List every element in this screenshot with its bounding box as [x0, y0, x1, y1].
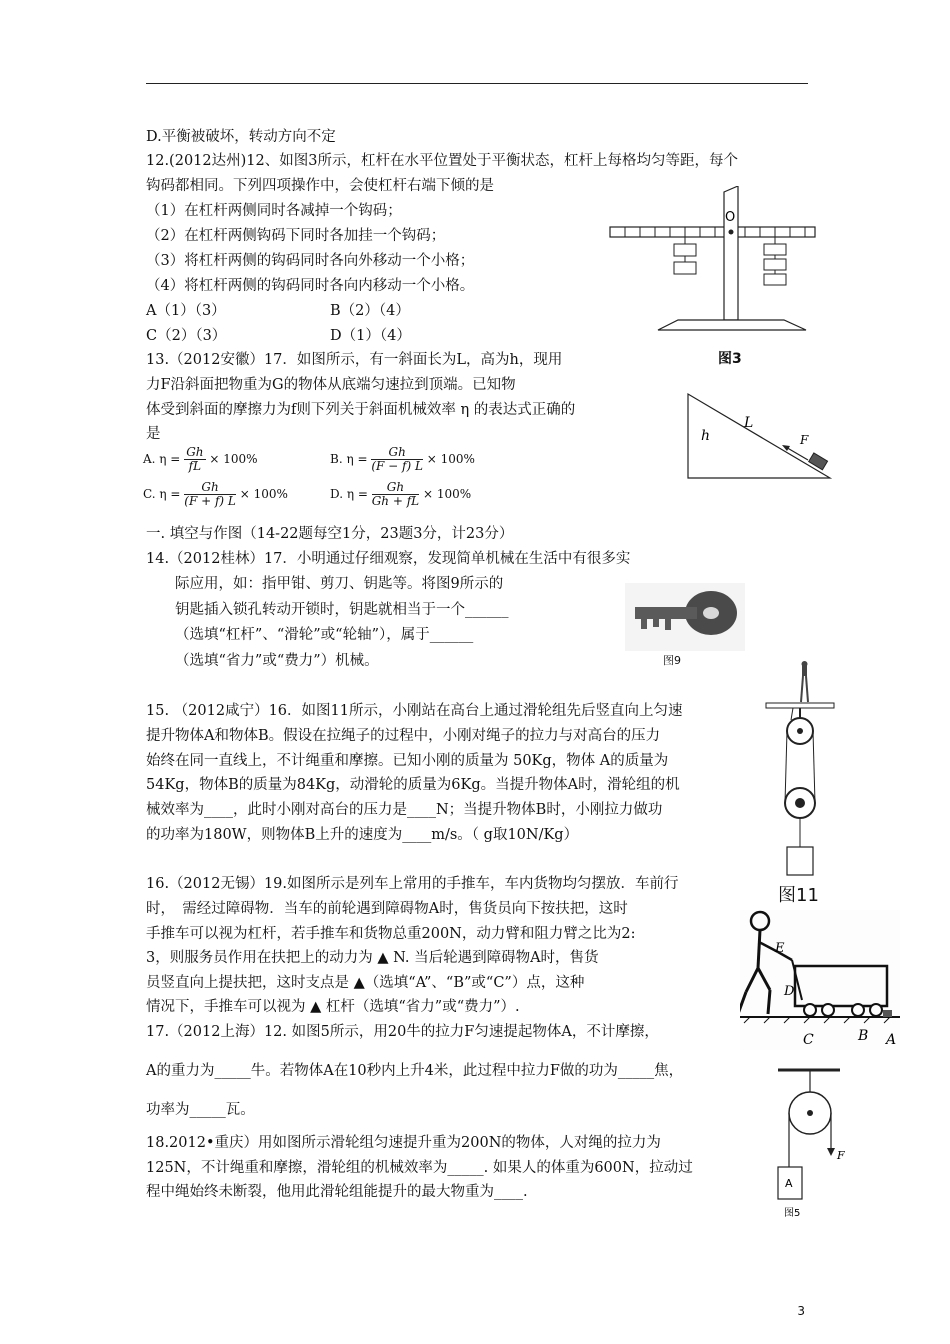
q13-stem-4: 是: [146, 426, 161, 442]
q15-line-6: 的功率为180W，则物体B上升的速度为____m/s。（ g取10N/Kg）: [146, 827, 579, 843]
q12-stem-1: 12.(2012达州)12、如图3所示，杠杆在水平位置处于平衡状态，杠杆上每格均匀等距，每个: [146, 153, 738, 169]
q13-stem-3: 体受到斜面的摩擦力为f则下列关于斜面机械效率 η 的表达式正确的: [146, 402, 576, 418]
formula-a-denominator: fL: [188, 459, 202, 473]
lever-figure: [606, 186, 821, 376]
q16-line-1: 16.（2012无锡）19.如图所示是列车上常用的手推车，车内货物均匀摆放．车前行: [146, 876, 679, 892]
q16-line-4: 3，则服务员作用在扶把上的动力为 ▲ N. 当后轮遇到障碍物A时，售货: [146, 950, 599, 966]
formula-d-numerator: Gh: [372, 481, 419, 495]
fig9-caption: 图9: [663, 654, 681, 667]
pulley-figure-11: [765, 660, 835, 880]
header-rule: [146, 83, 808, 84]
q12-choice-c: C（2）（3）: [146, 328, 227, 344]
q12-operation-3: （3）将杠杆两侧的钩码同时各向外移动一个小格；: [146, 253, 475, 269]
q12-operation-2: （2）在杠杆两侧钩码下同时各加挂一个钩码；: [146, 228, 446, 244]
cart-label-d: D: [784, 984, 795, 999]
q15-line-1: 15. （2012咸宁）16．如图11所示，小刚站在高台上通过滑轮组先后竖直向上匀速: [146, 703, 683, 719]
q13-stem-2: 力F沿斜面把物重为G的物体从底端匀速拉到顶端。已知物: [146, 377, 516, 393]
q16-line-6: 情况下，手推车可以视为 ▲ 杠杆（选填“省力”或“费力”）.: [146, 999, 520, 1015]
formula-c-denominator: (F + f) L: [184, 494, 236, 508]
q16-line-5: 员竖直向上提扶把，这时支点是 ▲（选填“A”、“B”或“C”）点，这种: [146, 975, 585, 991]
fig5-a-label: A: [785, 1177, 793, 1190]
q16-line-2: 时， 需经过障碍物．当车的前轮遇到障碍物A时，售货员向下按扶把，这时: [146, 901, 628, 917]
formula-b-suffix: × 100%: [426, 452, 475, 466]
cart-label-c: C: [803, 1032, 814, 1048]
incline-f-label: F: [800, 433, 809, 447]
q18-line-3: 程中绳始终未断裂，他用此滑轮组能提升的最大物重为____.: [146, 1184, 528, 1200]
q12-choice-a: A（1）（3）: [146, 303, 226, 319]
fig5-f-label: F: [837, 1149, 845, 1162]
q12-choice-b: B（2）（4）: [330, 303, 410, 319]
q12-choice-d: D（1）（4）: [330, 328, 411, 344]
formula-d: [330, 481, 471, 508]
q14-line-4: （选填“杠杆”、“滑轮”或“轮轴”），属于______: [175, 627, 474, 643]
formula-d-denominator: Gh + fL: [371, 494, 420, 508]
formula-d-fraction: [372, 481, 419, 508]
q15-line-2: 提升物体A和物体B。假设在拉绳子的过程中，小刚对绳子的拉力与对高台的压力: [146, 728, 661, 744]
incline-figure: [684, 390, 834, 482]
formula-a-prefix: A. η =: [143, 452, 181, 466]
formula-c-prefix: C. η =: [143, 487, 181, 501]
q15-line-3: 始终在同一直线上，不计绳重和摩擦。已知小刚的质量为 50Kg，物体 A的质量为: [146, 753, 669, 769]
q17-line-2: A的重力为_____牛。若物体A在10秒内上升4米，此过程中拉力F做的功为_____焦，: [146, 1063, 684, 1079]
q15-line-5: 械效率为____，此时小刚对高台的压力是____N；当提升物体B时，小刚拉力做功: [146, 802, 663, 818]
cart-label-a: A: [886, 1032, 897, 1048]
formula-c: [143, 481, 288, 508]
formula-d-prefix: D. η =: [330, 487, 368, 501]
cart-label-e: E: [775, 941, 785, 956]
incline-h-label: h: [701, 428, 711, 444]
key-figure: [625, 583, 745, 651]
fig11-caption: 图11: [778, 885, 819, 906]
q12-stem-2: 钩码都相同。下列四项操作中，会使杠杆右端下倾的是: [146, 178, 494, 194]
fig3-caption: 图3: [718, 351, 742, 367]
q18-line-1: 18.2012•重庆）用如图所示滑轮组匀速提升重为200N的物体，人对绳的拉力为: [146, 1135, 661, 1151]
formula-c-numerator: Gh: [184, 481, 236, 495]
q17-line-3: 功率为_____瓦。: [146, 1102, 255, 1118]
q17-line-1: 17.（2012上海）12. 如图5所示，用20牛的拉力F匀速提起物体A，不计摩擦，: [146, 1024, 659, 1040]
q18-line-2: 125N，不计绳重和摩擦，滑轮组的机械效率为_____. 如果人的体重为600N，拉动过: [146, 1160, 693, 1176]
cart-label-b: B: [858, 1028, 869, 1044]
q14-line-5: （选填“省力”或“费力”）机械。: [175, 653, 379, 669]
page-number: 3: [797, 1304, 805, 1318]
formula-c-suffix: × 100%: [239, 487, 288, 501]
q12-operation-4: （4）将杠杆两侧的钩码同时各向内移动一个小格。: [146, 278, 475, 294]
formula-a: [143, 446, 258, 473]
formula-d-suffix: × 100%: [422, 487, 472, 501]
formula-a-fraction: [184, 446, 205, 473]
q14-line-2: 际应用，如：指甲钳、剪刀、钥匙等。将图9所示的: [175, 576, 504, 592]
formula-a-suffix: × 100%: [209, 452, 258, 466]
formula-a-numerator: Gh: [186, 445, 204, 459]
formula-b-prefix: B. η =: [330, 452, 368, 466]
pulley-figure-5: [770, 1062, 845, 1222]
q12-operation-1: （1）在杠杆两侧同时各减掉一个钩码；: [146, 203, 402, 219]
q13-stem-1: 13.（2012安徽）17．如图所示，有一斜面长为L，高为h，现用: [146, 352, 563, 368]
fig3-pivot-label: O: [725, 210, 736, 225]
formula-b-denominator: (F − f) L: [371, 459, 423, 473]
formula-c-fraction: [184, 481, 236, 508]
fig5-caption: 图5: [784, 1208, 801, 1219]
q14-line-1: 14.（2012桂林）17．小明通过仔细观察，发现简单机械在生活中有很多实: [146, 551, 631, 567]
section-title: 一. 填空与作图（14-22题每空1分，23题3分，计23分）: [146, 526, 514, 542]
option-d-line: D.平衡被破坏，转动方向不定: [146, 129, 336, 145]
formula-b: [330, 446, 475, 473]
incline-l-label: L: [744, 415, 754, 431]
q16-line-3: 手推车可以视为杠杆，若手推车和货物总重200N，动力臂和阻力臂之比为2:: [146, 926, 636, 942]
cart-figure: [740, 910, 900, 1050]
q15-line-4: 54Kg，物体B的质量为84Kg，动滑轮的质量为6Kg。当提升物体A时，滑轮组的机: [146, 777, 680, 793]
formula-b-numerator: Gh: [371, 446, 423, 460]
q14-line-3: 钥匙插入锁孔转动开锁时，钥匙就相当于一个______: [175, 602, 509, 618]
formula-b-fraction: [371, 446, 423, 473]
